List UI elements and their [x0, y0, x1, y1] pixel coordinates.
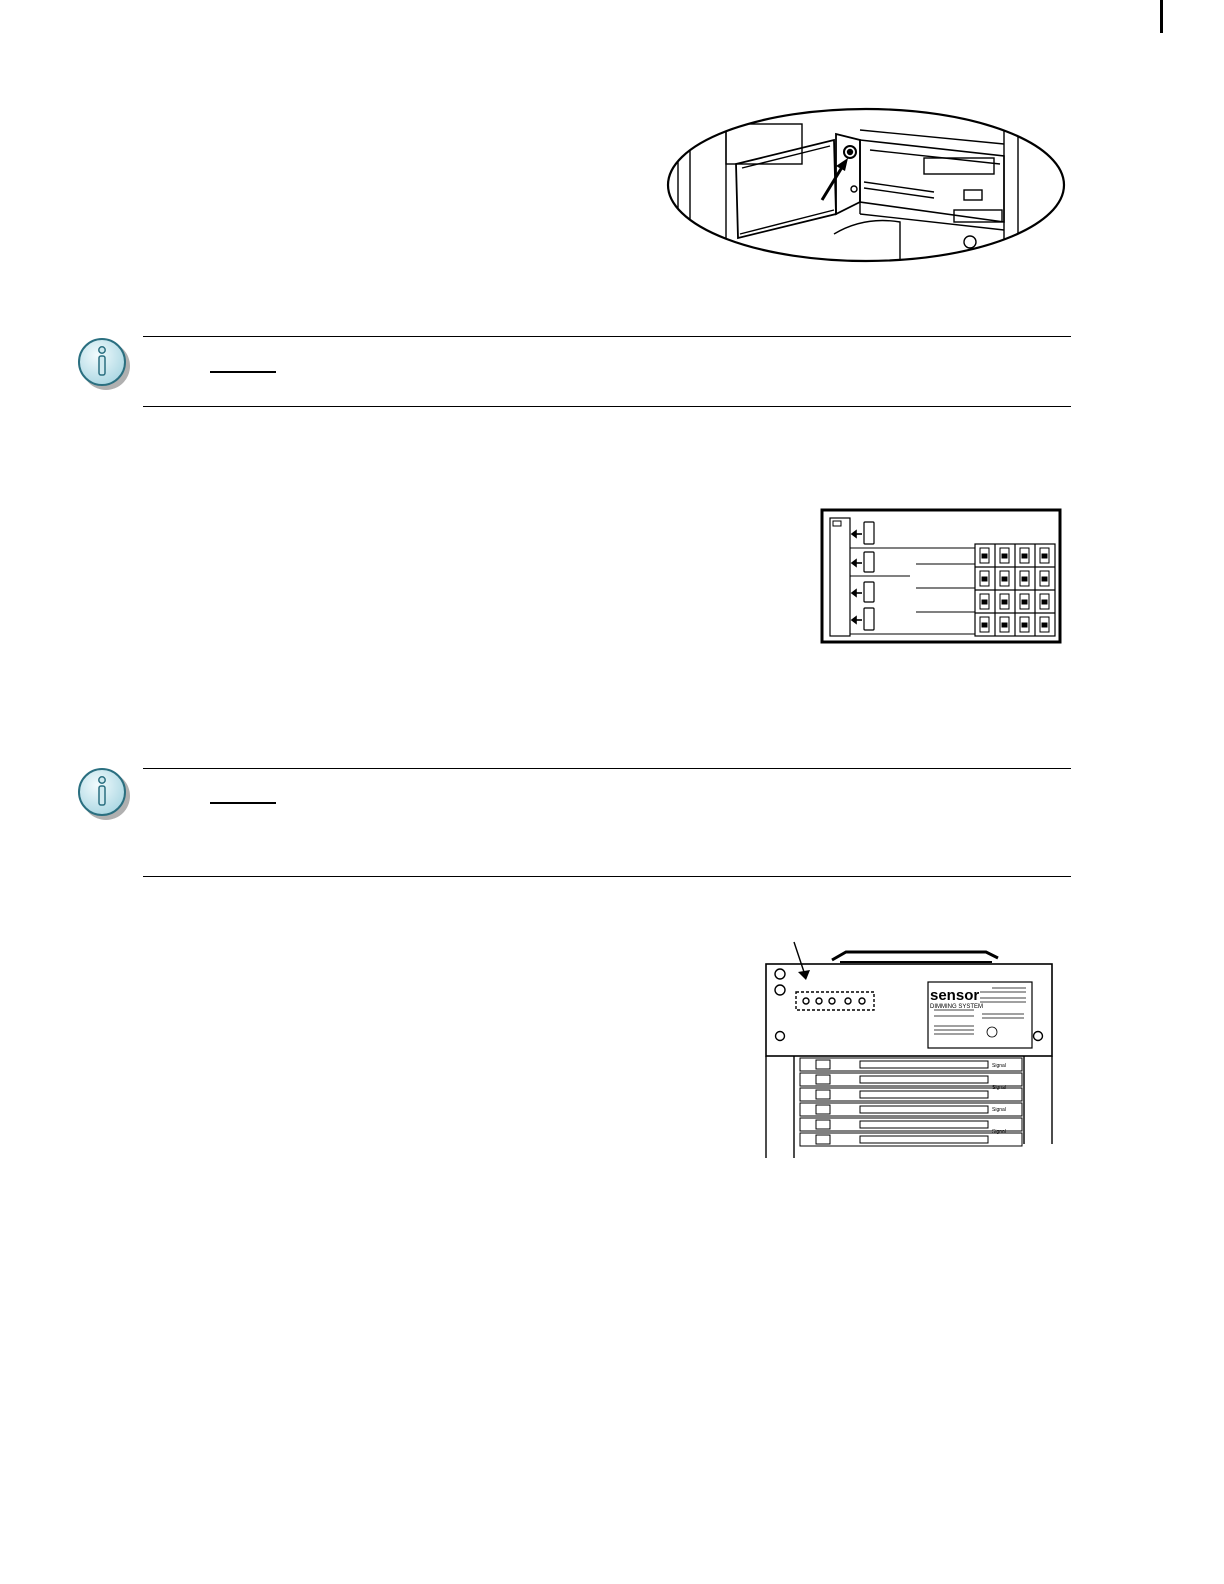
- module-breaker: [816, 1060, 830, 1069]
- module-slot: [860, 1061, 988, 1068]
- module-breaker: [816, 1120, 830, 1129]
- rack-logo-subtext: DIMMING SYSTEM: [930, 1004, 984, 1010]
- module-signal-label: Signal: [992, 1063, 1006, 1069]
- breaker-toggle: [1002, 600, 1007, 604]
- module-breaker: [816, 1075, 830, 1084]
- breaker-toggle: [1002, 577, 1007, 581]
- note-top-rule: [143, 768, 1071, 769]
- rack-module-row: [800, 1118, 1022, 1131]
- rack-front-figure: [760, 940, 1060, 1160]
- module-signal-label: Signal: [992, 1107, 1006, 1113]
- breaker-toggle: [982, 554, 987, 558]
- info-icon: [76, 336, 132, 392]
- panel-closeup-figure: [664, 104, 1070, 266]
- breaker-toggle: [1042, 623, 1047, 627]
- rack-module-row: [800, 1103, 1022, 1116]
- breaker-toggle: [982, 600, 987, 604]
- breaker-toggle: [982, 577, 987, 581]
- rack-module-row: [800, 1058, 1022, 1071]
- module-slot: [860, 1076, 988, 1083]
- module-signal-label: Signal: [992, 1129, 1006, 1135]
- breaker-schedule-figure: [820, 508, 1062, 644]
- rack-module-row: [800, 1088, 1022, 1101]
- breaker-toggle: [1042, 554, 1047, 558]
- breaker-toggle: [1022, 577, 1027, 581]
- module-slot: [860, 1136, 988, 1143]
- breaker-toggle: [1042, 577, 1047, 581]
- module-breaker: [816, 1105, 830, 1114]
- note-top-rule: [143, 336, 1071, 337]
- rack-logo-text: sensor: [930, 987, 980, 1004]
- info-icon: [76, 766, 132, 822]
- rack-module-row: [800, 1133, 1022, 1146]
- module-slot: [860, 1106, 988, 1113]
- breaker-toggle: [1042, 600, 1047, 604]
- breaker-toggle: [1022, 600, 1027, 604]
- note-bottom-rule: [143, 876, 1071, 877]
- breaker-toggle: [1022, 623, 1027, 627]
- note-label-underline: [210, 802, 276, 804]
- breaker-toggle: [1022, 554, 1027, 558]
- rack-module-row: [800, 1073, 1022, 1086]
- breaker-toggle: [1002, 623, 1007, 627]
- module-breaker: [816, 1135, 830, 1144]
- note-bottom-rule: [143, 406, 1071, 407]
- breaker-toggle: [982, 623, 987, 627]
- module-signal-label: Signal: [992, 1085, 1006, 1091]
- module-slot: [860, 1091, 988, 1098]
- module-breaker: [816, 1090, 830, 1099]
- page-edge-mark: [1160, 0, 1163, 33]
- note-label-underline: [210, 371, 276, 373]
- breaker-toggle: [1002, 554, 1007, 558]
- module-slot: [860, 1121, 988, 1128]
